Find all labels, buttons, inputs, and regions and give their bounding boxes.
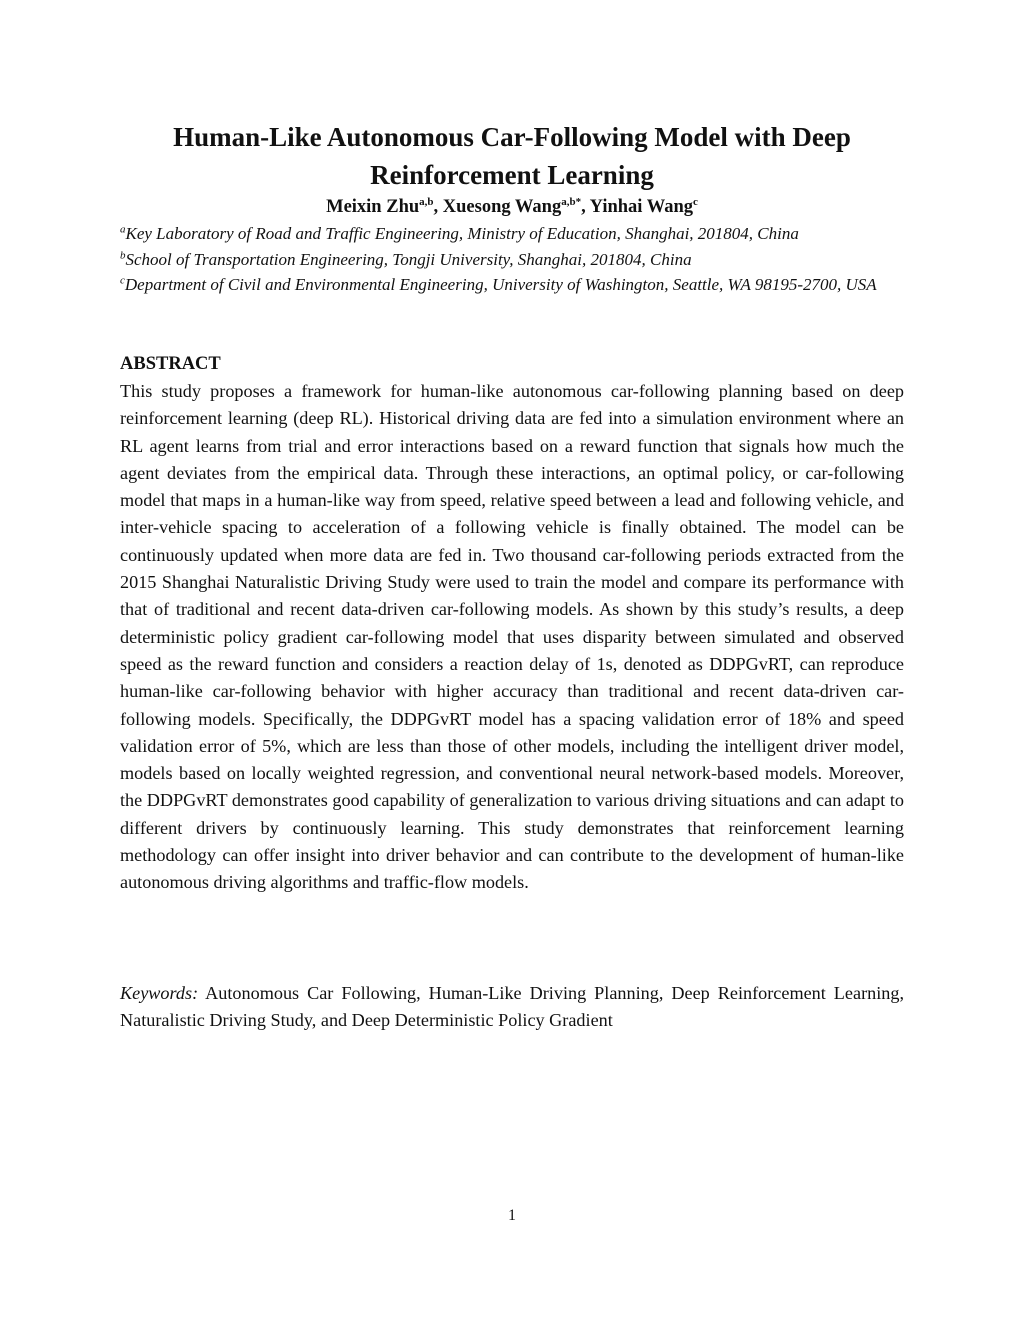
- abstract-heading: ABSTRACT: [120, 354, 221, 374]
- affiliation-mark: a: [120, 223, 126, 236]
- author-affiliation-mark: a,b*: [561, 195, 582, 208]
- affiliation-list: [120, 221, 910, 298]
- author: [590, 197, 698, 217]
- keywords-label: Keywords:: [120, 983, 199, 1003]
- author: [326, 197, 443, 217]
- author-name: Yinhai Wang: [589, 197, 693, 217]
- abstract-body: This study proposes a framework for human-like autonomous car-following planning based on deep reinforcement learning (deep RL). Historical driving data are fed into a simulation environment where an RL agent learns from trial and error interactions based on a reward function that signals how much the agent deviates from the empirical data. Through these interactions, an optimal policy, or car-following model that maps in a human-like way from speed, relative speed between a lead and following vehicle, and inter-vehicle spacing to acceleration of a following vehicle is finally obtained. The model can be continuously updated when more data are fed in. Two thousand car-following periods extracted from the 2015 Shanghai Naturalistic Driving Study were used to train the model and compare its performance with that of traditional and recent data-driven car-following models. As shown by this study’s results, a deep deterministic policy gradient car-following model that uses disparity between simulated and observed speed as the reward function and considers a reaction delay of 1s, denoted as DDPGvRT, can reproduce human-like car-following behavior with higher accuracy than traditional and recent data-driven car-following models. Specifically, the DDPGvRT model has a spacing validation error of 18% and speed validation error of 5%, which are less than those of other models, including the intelligent driver model, models based on locally weighted regression, and conventional neural network-based models. Moreover, the DDPGvRT demonstrates good capability of generalization to various driving situations and can adapt to different drivers by continuously learning. This study demonstrates that reinforcement learning methodology can offer insight into driver behavior and can contribute to the development of human-like autonomous driving algorithms and traffic-flow models.: [120, 381, 904, 893]
- keywords-text: Autonomous Car Following, Human-Like Driving Planning, Deep Reinforcement Learning, Naturalistic Driving Study, and Deep Deterministic Policy Gradient: [120, 983, 905, 1031]
- author: [443, 197, 590, 217]
- affiliation-text: Department of Civil and Environmental Engineering, University of Washington, Seattle, WA 98195-2700, USA: [124, 275, 877, 294]
- author-name: Meixin Zhu: [326, 197, 420, 217]
- affiliation-item: [120, 272, 910, 298]
- affiliation-text: School of Transportation Engineering, Tongji University, Shanghai, 201804, China: [125, 249, 692, 269]
- author-separator: ,: [581, 197, 590, 217]
- author-affiliation-mark: a,b: [419, 195, 434, 208]
- author-affiliation-mark: c: [693, 195, 698, 208]
- author-separator: ,: [433, 197, 443, 217]
- affiliation-item: [120, 247, 910, 273]
- author-list: [120, 194, 904, 220]
- author-name: Xuesong Wang: [442, 197, 562, 217]
- page-number: 1: [508, 1207, 516, 1224]
- affiliation-mark: b: [120, 248, 126, 261]
- keywords: [120, 980, 904, 1035]
- affiliation-text: Key Laboratory of Road and Traffic Engineering, Ministry of Education, Shanghai, 201804, China: [125, 224, 799, 243]
- paper-title: Human-Like Autonomous Car-Following Model with Deep Reinforcement Learning: [173, 122, 851, 190]
- affiliation-mark: c: [120, 274, 125, 287]
- affiliation-item: [120, 221, 910, 247]
